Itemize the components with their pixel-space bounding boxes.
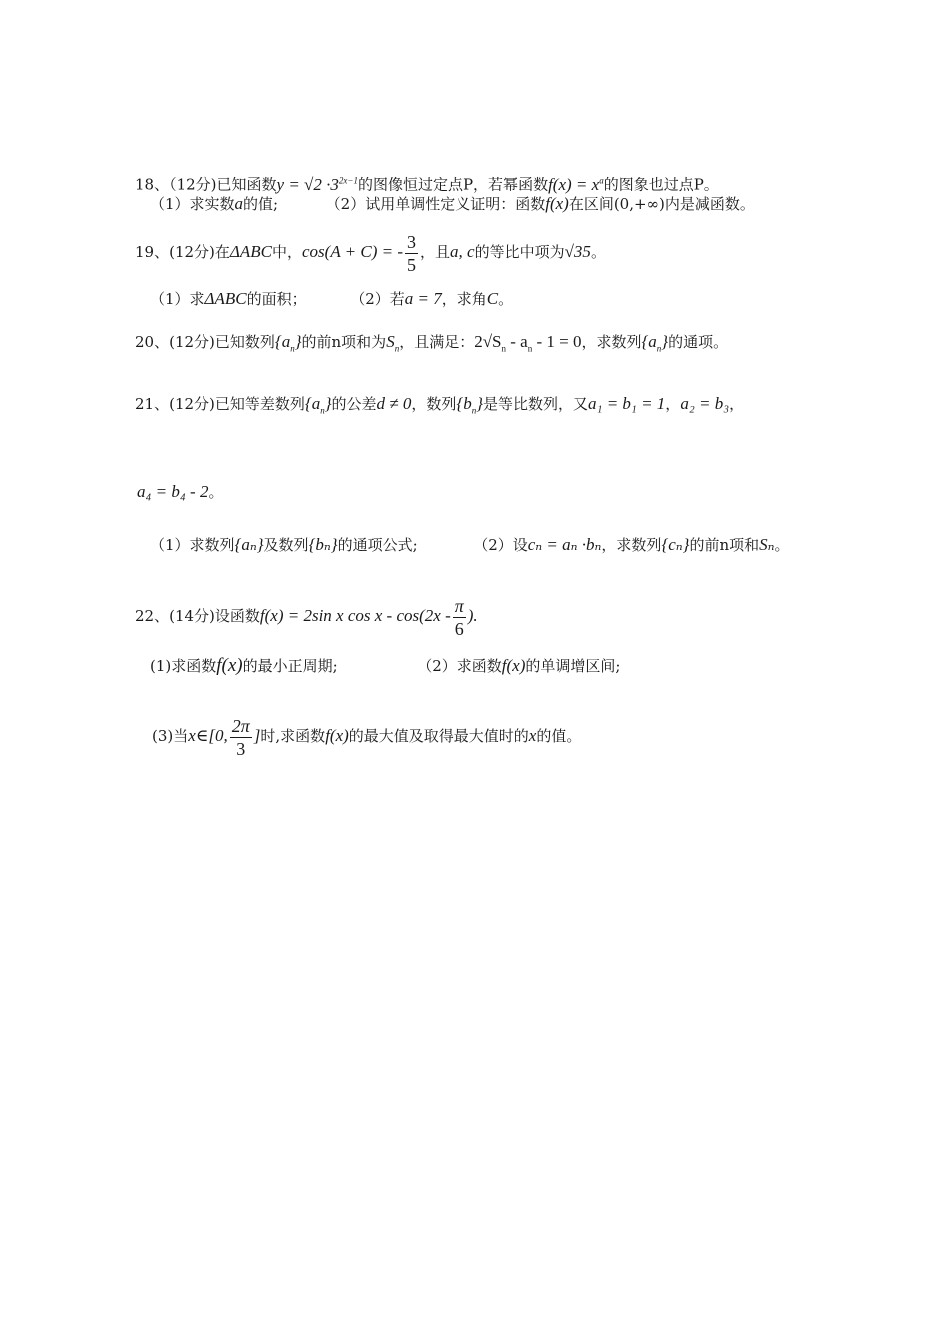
problem-19-parts bbox=[150, 289, 513, 309]
p20-sum: $S_n$ bbox=[386, 332, 400, 354]
p19-fraction: $\frac{3}{5}$ bbox=[407, 231, 417, 275]
problem-18-statement: 18、（12分)已知函数$y = √2 \cdot 3^{2x-1}$的图像恒过定点P，若幂函数$f(x) = x^a$的图象也过点P。 bbox=[135, 174, 719, 194]
p21-sequence-b: $\{b_n\}$ bbox=[456, 394, 484, 416]
p18-intro: 18、（12分)已知函数 bbox=[135, 175, 277, 194]
problem-22-part-3: (3)当x∈[0, $\frac{2\pi}{3}$ ]时,求函数f(x)的最大值及取得最大值时的x的值。 bbox=[152, 715, 582, 759]
p21-part1: （1）求数列{aₙ}及数列{bₙ}的通项公式; bbox=[150, 535, 418, 554]
problem-21-statement: 21、(12分)已知等差数列$\{a_n\}$的公差d ≠ 0，数列$\{b_n\}$是等比数列，又a₁ = b₁ = 1，a₂ = b₃， bbox=[135, 394, 745, 416]
p22-part1: (1)求函数f(x)的最小正周期; bbox=[150, 655, 338, 676]
p19-triangle: ΔABC bbox=[229, 242, 272, 261]
p21-condition-2: a₂ = b₃ bbox=[680, 394, 730, 413]
problem-22-statement: 22、(14分)设函数f(x) = 2sin x cos x - cos(2x - $\frac{\pi}{6}$ ). bbox=[135, 595, 478, 639]
p22-function: f(x) = 2sin x cos x - cos(2x - bbox=[259, 606, 451, 625]
p18-part1: （1）求实数a的值; bbox=[150, 194, 279, 213]
p19-part2: （2）若a = 7，求角C。 bbox=[350, 289, 514, 308]
p19-cos-expression: cos(A + C) = - bbox=[302, 242, 404, 261]
p19-sqrt-35: √35 bbox=[564, 242, 591, 261]
p19-part1: （1）求ΔABC的面积； bbox=[150, 289, 307, 308]
problem-19-statement: 19、(12分)在ΔABC中，cos(A + C) = - $\frac{3}{5}$ ，且a, c的等比中项为√35。 bbox=[135, 231, 606, 275]
problem-21-condition-line: a₄ = b₄ - 2。 bbox=[137, 482, 224, 501]
p20-equation: $2√S_n - a_n - 1 = 0$ bbox=[474, 332, 582, 354]
p22-part2: （2）求函数f(x)的单调增区间; bbox=[417, 656, 621, 675]
problem-22-parts-1-2 bbox=[150, 656, 620, 676]
p21-part2: （2）设cₙ = aₙ ·bₙ，求数列{cₙ}的前n项和Sₙ。 bbox=[473, 535, 790, 554]
p18-power-function: $f(x) = x^a$ bbox=[548, 174, 604, 194]
p18-exponential-function: $y = √2 \cdot 3^{2x-1}$ bbox=[276, 174, 358, 194]
p21-common-difference: d ≠ 0 bbox=[376, 394, 412, 413]
p21-condition-1: a₁ = b₁ = 1 bbox=[588, 394, 666, 413]
p21-condition-3: a₄ = b₄ - 2 bbox=[137, 482, 209, 501]
p22-two-pi-over-3: $\frac{2\pi}{3}$ bbox=[231, 715, 250, 759]
p18-part2: （2）试用单调性定义证明：函数f(x)在区间(0,+∞)内是减函数。 bbox=[325, 194, 755, 213]
p22-pi-over-6: $\frac{\pi}{6}$ bbox=[454, 595, 464, 639]
p20-sequence-a: $\{a_n\}$ bbox=[274, 332, 302, 354]
problem-18-parts bbox=[150, 194, 755, 214]
p20-sequence-a-2: $\{a_n\}$ bbox=[641, 332, 669, 354]
p21-sequence-a: $\{a_n\}$ bbox=[304, 394, 332, 416]
problem-20-statement: 20、(12分)已知数列$\{a_n\}$的前n项和为$S_n$，且满足：$2√S_n - a_n - 1 = 0$，求数列$\{a_n\}$的通项。 bbox=[135, 332, 729, 354]
problem-21-parts bbox=[150, 535, 790, 555]
